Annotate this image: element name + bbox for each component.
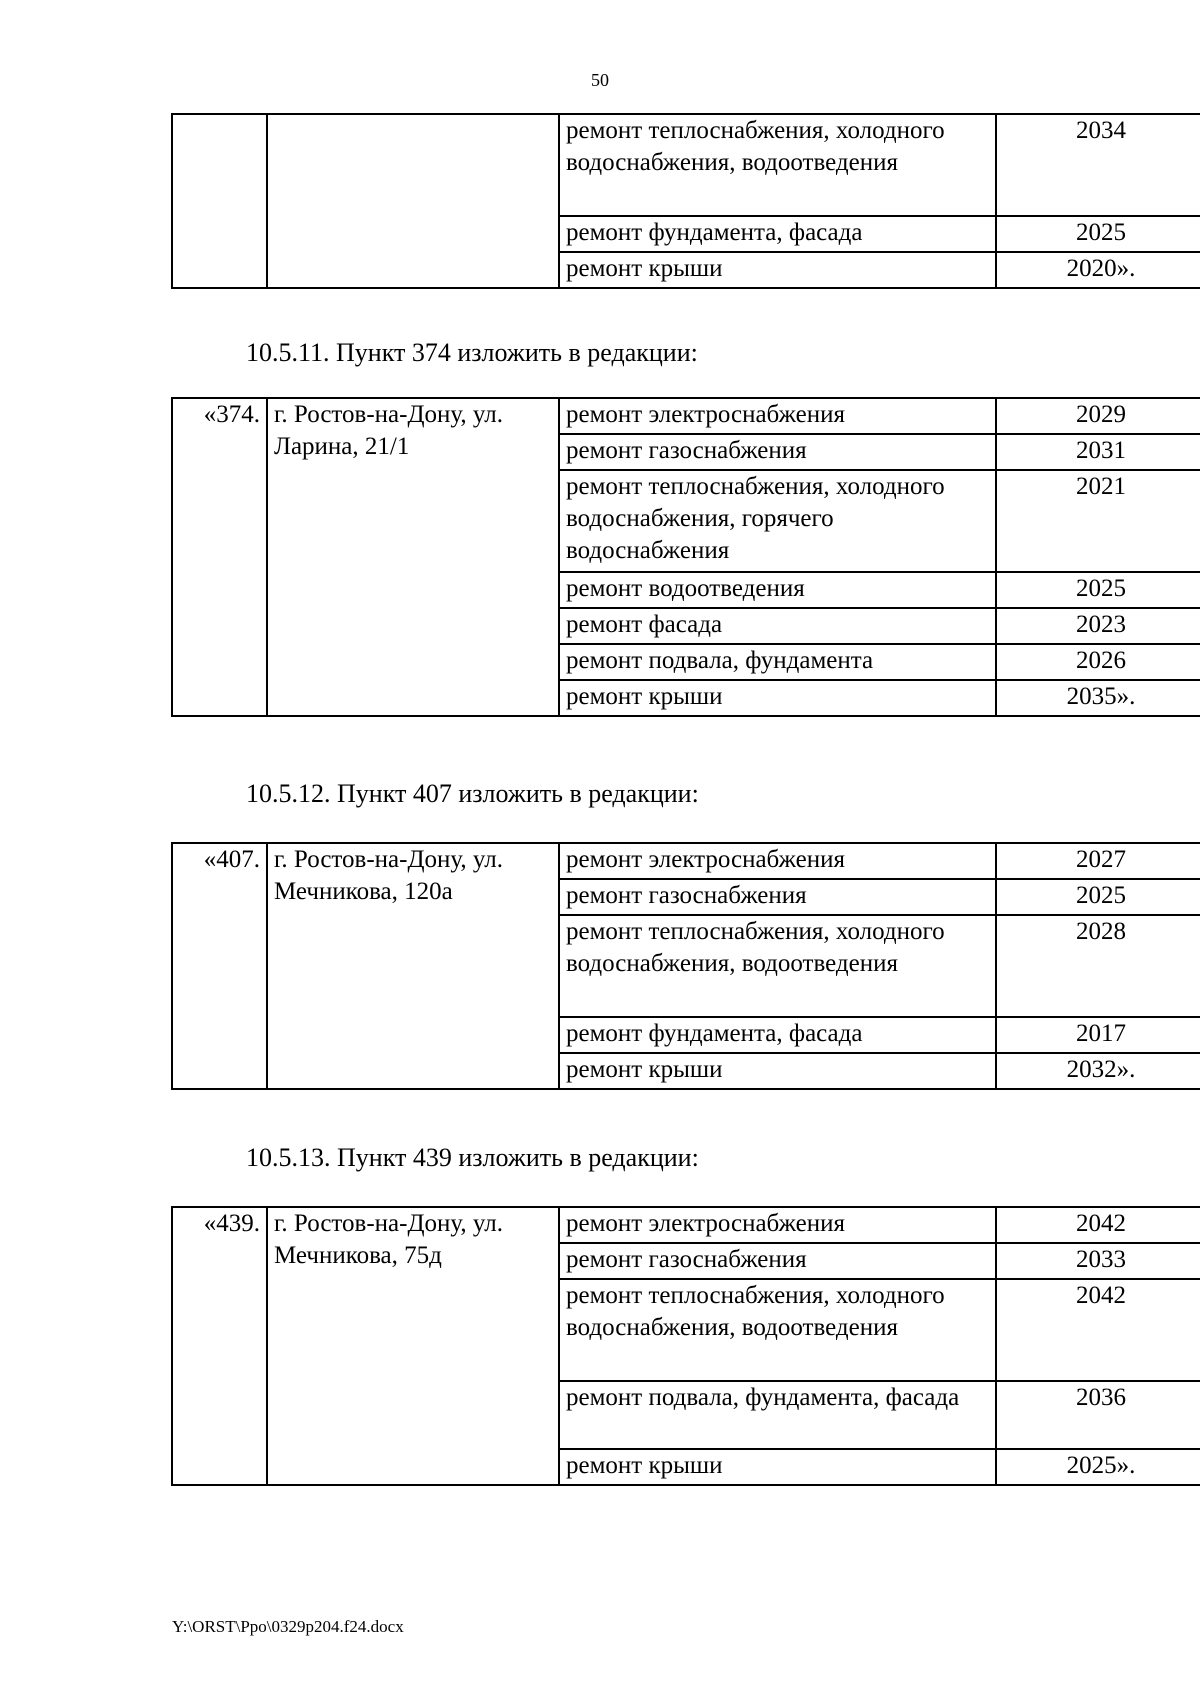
item-address: г. Ростов-на-Дону, ул. Мечникова, 75д	[267, 1207, 559, 1485]
table-row	[172, 398, 1200, 434]
file-path-footer: Y:\ORST\Ppo\0329p204.f24.docx	[172, 1617, 404, 1636]
work-cell: ремонт водоотведения	[559, 572, 996, 608]
work-cell: ремонт теплоснабжения, холодного водоснабжения, горячего водоснабжения	[559, 470, 996, 572]
year-cell: 2027	[996, 843, 1200, 879]
section-heading: 10.5.12. Пункт 407 изложить в редакции:	[246, 779, 699, 808]
year-cell: 2034	[996, 114, 1200, 216]
work-cell: ремонт газоснабжения	[559, 879, 996, 915]
item-407-table	[171, 842, 1200, 1090]
year-cell: 2033	[996, 1243, 1200, 1279]
section-heading: 10.5.13. Пункт 439 изложить в редакции:	[246, 1143, 699, 1172]
item-439-table	[171, 1206, 1200, 1486]
work-cell: ремонт крыши	[559, 252, 996, 288]
table-row	[172, 843, 1200, 879]
work-cell: ремонт электроснабжения	[559, 1207, 996, 1243]
continuation-table	[171, 113, 1200, 289]
year-cell: 2031	[996, 434, 1200, 470]
item-374-table	[171, 397, 1200, 717]
work-cell: ремонт теплоснабжения, холодного водоснабжения, водоотведения	[559, 114, 996, 216]
work-cell: ремонт электроснабжения	[559, 398, 996, 434]
work-cell: ремонт фундамента, фасада	[559, 1017, 996, 1053]
work-cell: ремонт подвала, фундамента, фасада	[559, 1381, 996, 1449]
year-cell: 2020».	[996, 252, 1200, 288]
item-number: «374.	[172, 398, 267, 716]
year-cell: 2032».	[996, 1053, 1200, 1089]
year-cell: 2023	[996, 608, 1200, 644]
year-cell: 2028	[996, 915, 1200, 1017]
work-cell: ремонт крыши	[559, 1449, 996, 1485]
year-cell: 2025	[996, 572, 1200, 608]
year-cell: 2025».	[996, 1449, 1200, 1485]
year-cell: 2035».	[996, 680, 1200, 716]
year-cell: 2025	[996, 216, 1200, 252]
year-cell: 2029	[996, 398, 1200, 434]
address-cell	[267, 114, 559, 288]
work-cell: ремонт газоснабжения	[559, 434, 996, 470]
year-cell: 2042	[996, 1207, 1200, 1243]
work-cell: ремонт фасада	[559, 608, 996, 644]
item-number: «407.	[172, 843, 267, 1089]
work-cell: ремонт теплоснабжения, холодного водоснабжения, водоотведения	[559, 915, 996, 1017]
item-address: г. Ростов-на-Дону, ул. Ларина, 21/1	[267, 398, 559, 716]
work-cell: ремонт фундамента, фасада	[559, 216, 996, 252]
work-cell: ремонт крыши	[559, 680, 996, 716]
work-cell: ремонт теплоснабжения, холодного водоснабжения, водоотведения	[559, 1279, 996, 1381]
year-cell: 2042	[996, 1279, 1200, 1381]
year-cell: 2026	[996, 644, 1200, 680]
year-cell: 2021	[996, 470, 1200, 572]
year-cell: 2025	[996, 879, 1200, 915]
number-cell	[172, 114, 267, 288]
work-cell: ремонт подвала, фундамента	[559, 644, 996, 680]
page-number: 50	[591, 70, 609, 90]
item-address: г. Ростов-на-Дону, ул. Мечникова, 120а	[267, 843, 559, 1089]
table-row	[172, 114, 1200, 216]
work-cell: ремонт электроснабжения	[559, 843, 996, 879]
work-cell: ремонт крыши	[559, 1053, 996, 1089]
year-cell: 2036	[996, 1381, 1200, 1449]
work-cell: ремонт газоснабжения	[559, 1243, 996, 1279]
item-number: «439.	[172, 1207, 267, 1485]
section-heading: 10.5.11. Пункт 374 изложить в редакции:	[246, 338, 698, 367]
table-row	[172, 1207, 1200, 1243]
year-cell: 2017	[996, 1017, 1200, 1053]
